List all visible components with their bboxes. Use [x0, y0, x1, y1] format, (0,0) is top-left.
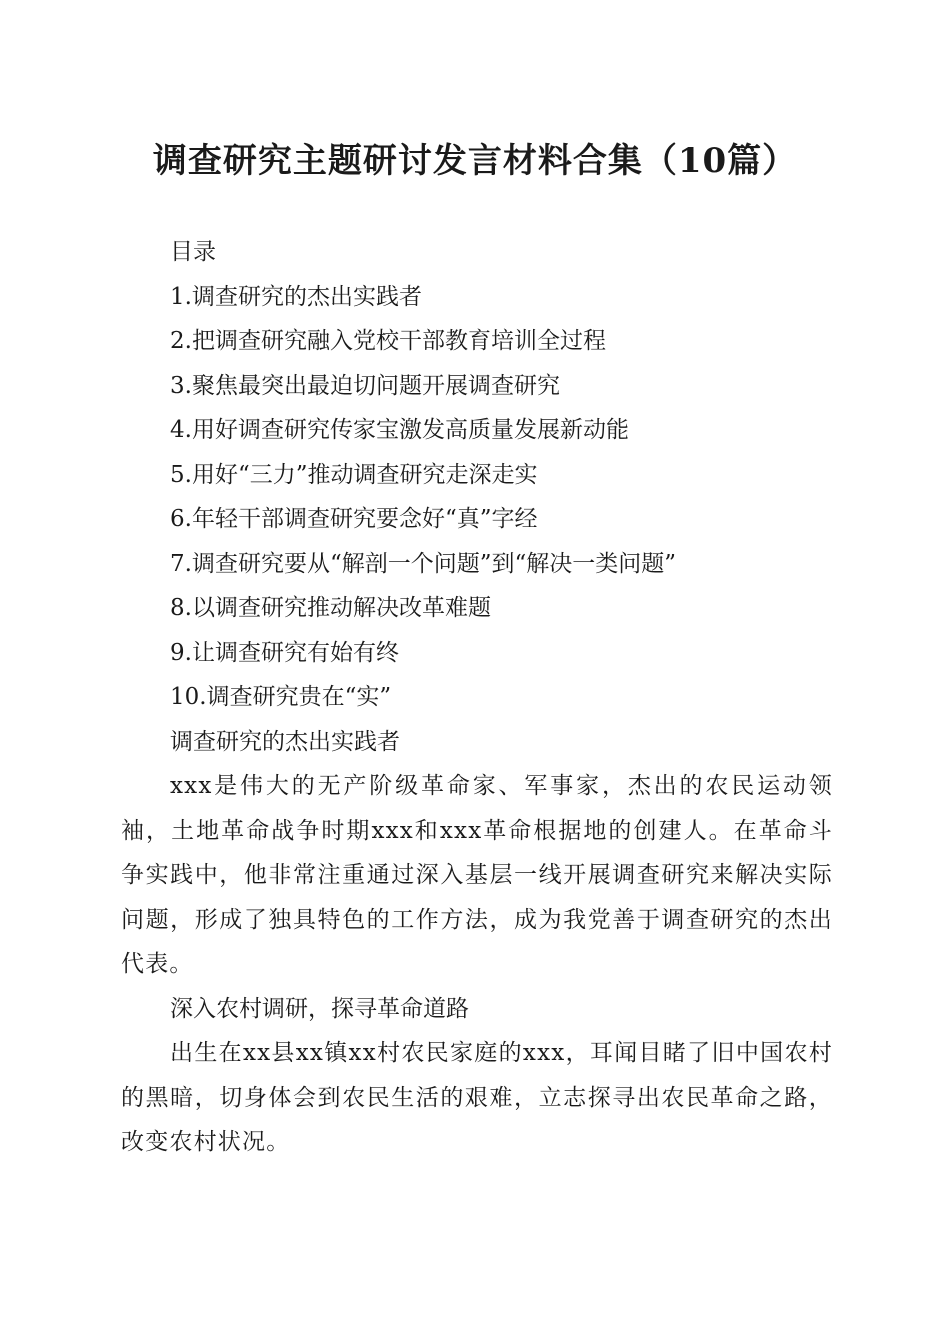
toc-item: 5.用好“三力”推动调查研究走深走实: [170, 461, 538, 488]
section-heading: 深入农村调研，探寻革命道路: [170, 995, 469, 1022]
table-of-contents: [121, 275, 833, 720]
article-title: 调查研究的杰出实践者: [170, 728, 400, 755]
body-paragraph: 出生在xx县xx镇xx村农民家庭的xxx，耳闻目睹了旧中国农村的黑暗，切身体会到农民生活的艰难，立志探寻出农民革命之路，改变农村状况。: [121, 1040, 833, 1155]
document-body: [121, 230, 833, 1165]
toc-item: 3.聚焦最突出最迫切问题开展调查研究: [170, 372, 560, 399]
toc-item: 4.用好调查研究传家宝激发高质量发展新动能: [170, 417, 629, 443]
toc-item: 10.调查研究贵在“实”: [170, 684, 392, 710]
document-title: 调查研究主题研讨发言材料合集（10篇）: [152, 141, 798, 181]
toc-heading: 目录: [170, 239, 216, 265]
toc-item: 1.调查研究的杰出实践者: [170, 283, 422, 310]
toc-item: 9.让调查研究有始有终: [170, 639, 399, 666]
toc-item: 6.年轻干部调查研究要念好“真”字经: [170, 506, 538, 532]
toc-item: 2.把调查研究融入党校干部教育培训全过程: [170, 328, 606, 354]
toc-item: 7.调查研究要从“解剖一个问题”到“解决一类问题”: [170, 550, 676, 577]
toc-item: 8.以调查研究推动解决改革难题: [170, 595, 491, 621]
body-paragraph: xxx是伟大的无产阶级革命家、军事家，杰出的农民运动领袖，土地革命战争时期xxx和xxx革命根据地的创建人。在革命斗争实践中，他非常注重通过深入基层一线开展调查研究来解决实际问题，形成了独具特色的工作方法，成为我党善于调查研究的杰出代表。: [121, 773, 833, 977]
